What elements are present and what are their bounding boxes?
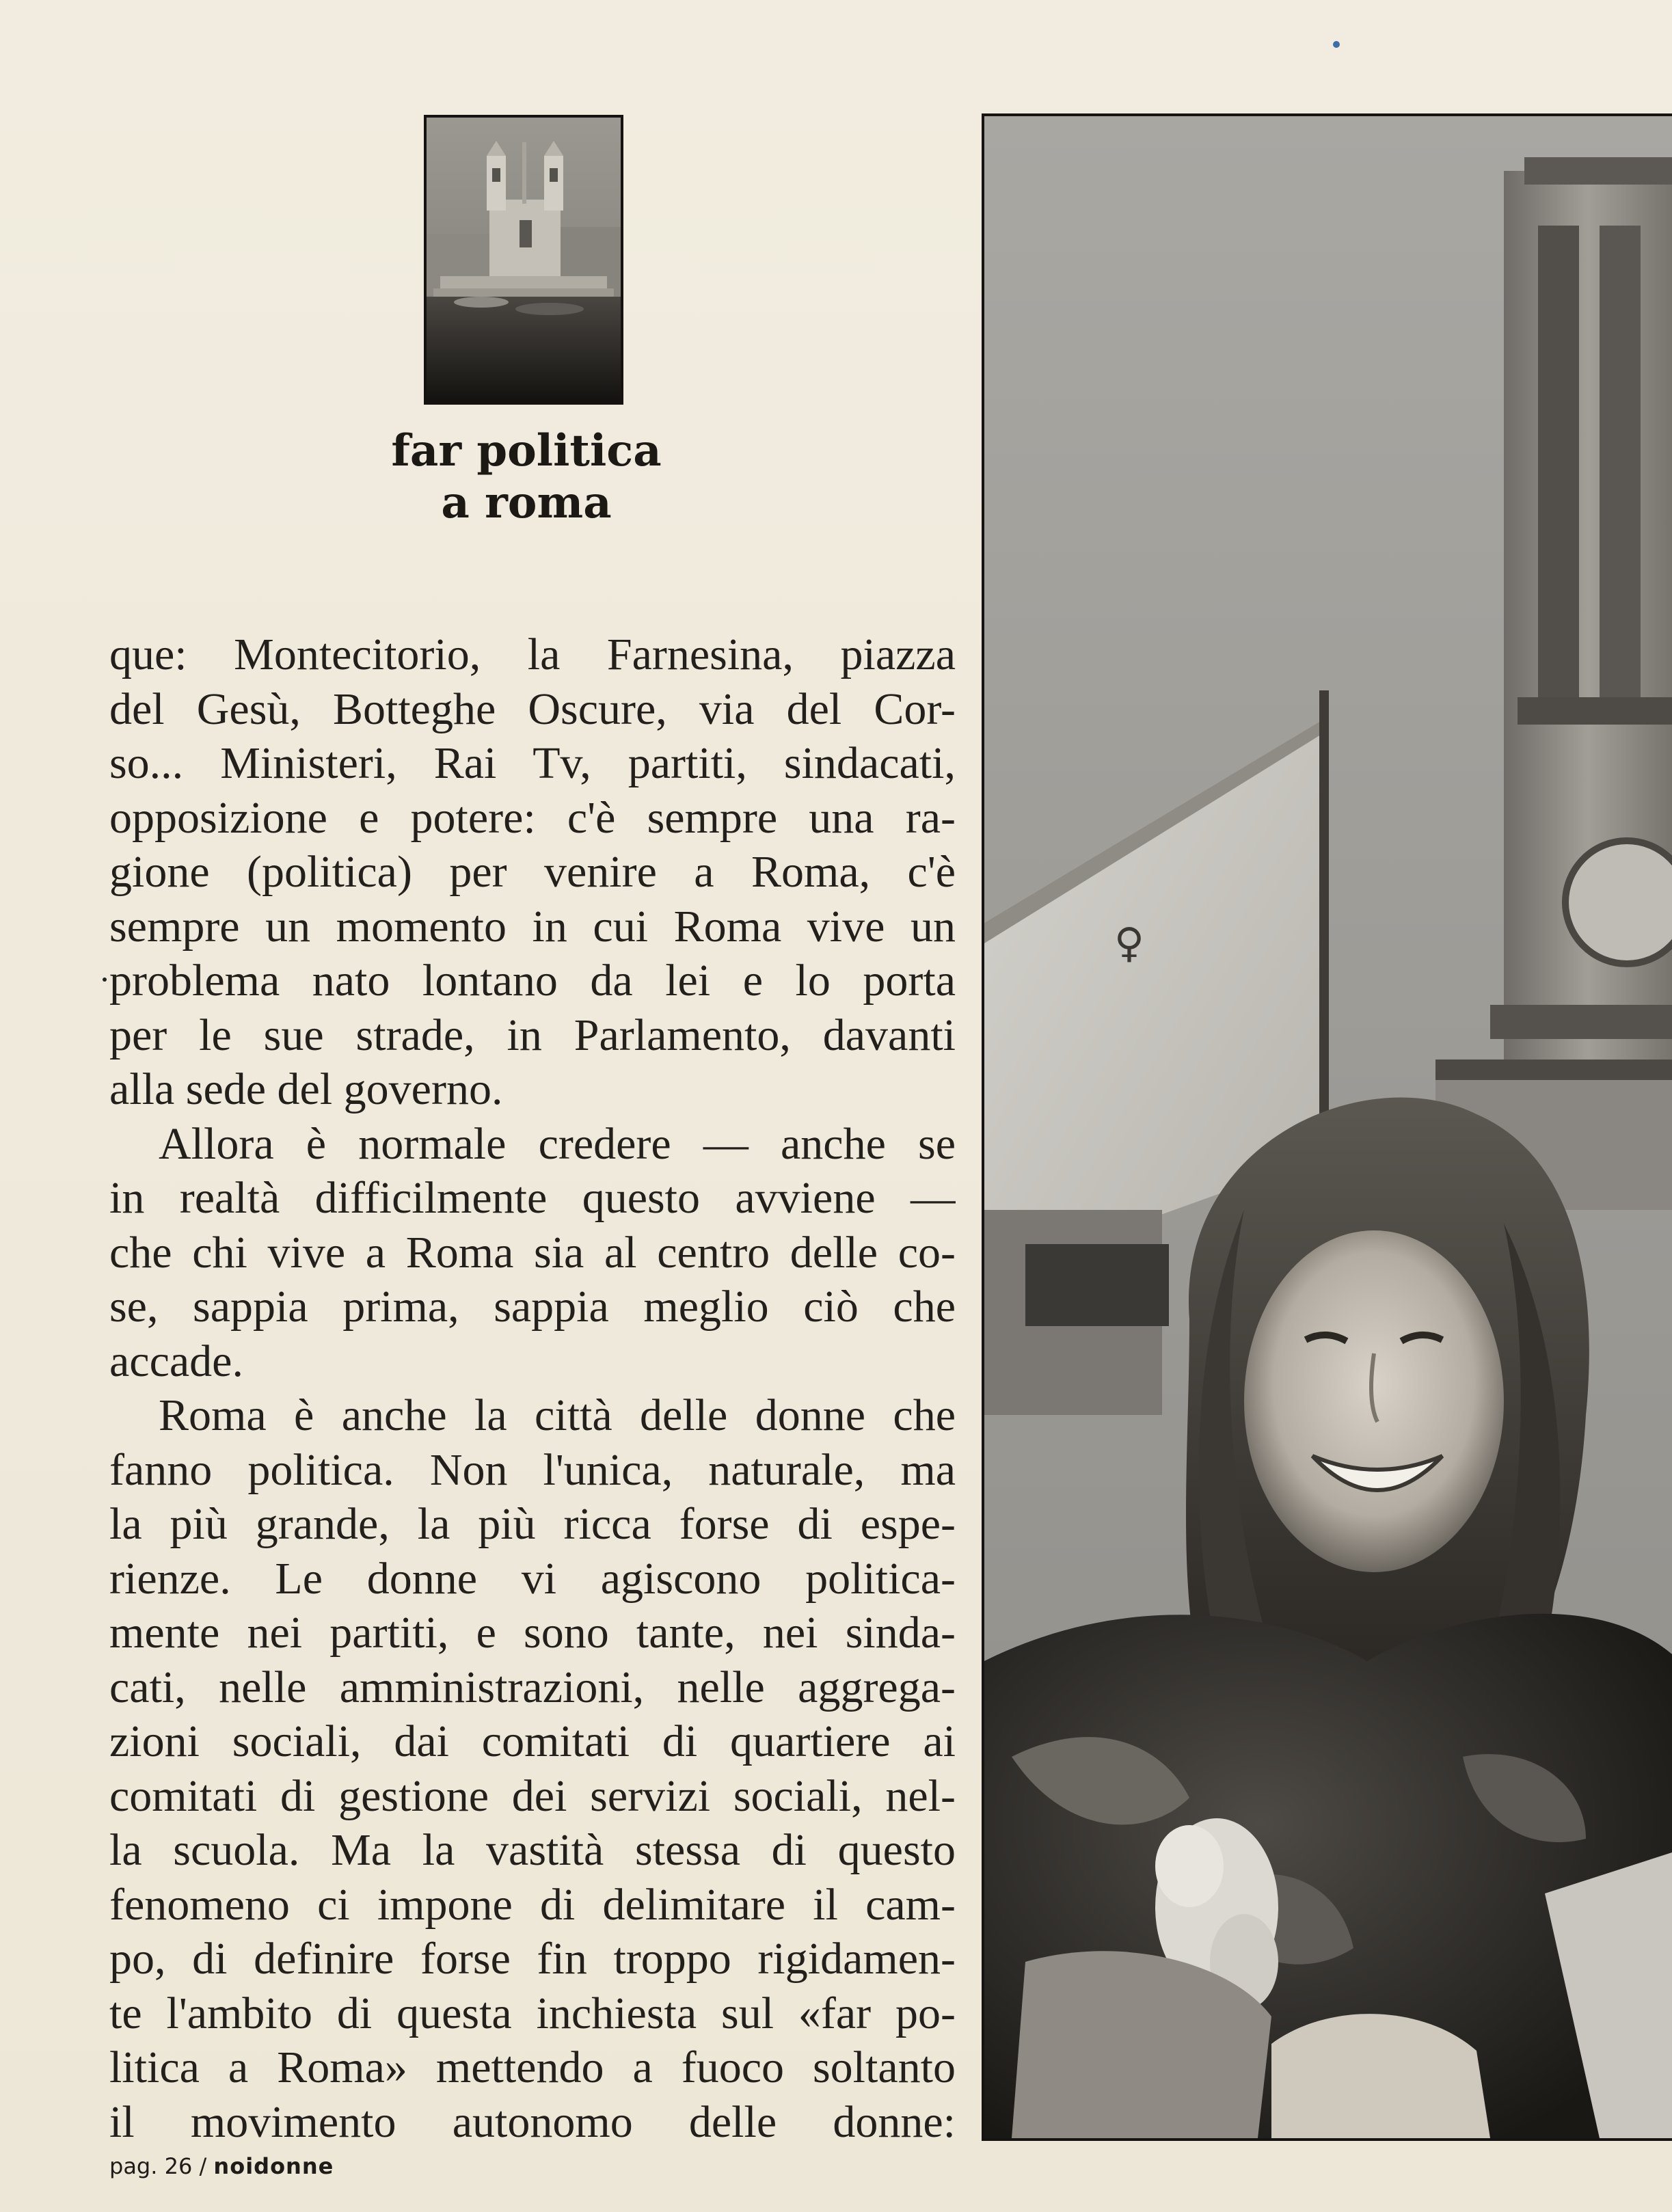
text-line: sempre un momento in cui Roma vive un <box>109 901 956 952</box>
text-line: accade. <box>109 1336 243 1386</box>
text-line: comitati di gestione dei servizi sociali, nel- <box>109 1770 956 1821</box>
text-line: zioni sociali, dai comitati di quartiere ai <box>109 1716 956 1766</box>
text-line: te l'ambito di questa inchiesta sul «far po- <box>109 1988 956 2038</box>
footer-separator: / <box>199 2153 207 2179</box>
page-number: pag. 26 <box>109 2153 193 2179</box>
text-line: gione (politica) per venire a Roma, c'è <box>109 847 956 897</box>
text-line: Roma è anche la città delle donne che <box>159 1390 956 1440</box>
text-line: Allora è normale credere — anche se <box>159 1118 956 1169</box>
text-line: problema nato lontano da lei e lo porta <box>109 956 956 1006</box>
text-line: la più grande, la più ricca forse di espe- <box>109 1499 956 1549</box>
ink-speck <box>1333 41 1340 48</box>
text-line: fanno politica. Non l'unica, naturale, ma <box>109 1444 956 1495</box>
heading-line-1: far politica <box>391 425 662 476</box>
text-line: que: Montecitorio, la Farnesina, piazza <box>109 630 956 679</box>
text-line: se, sappia prima, sappia meglio ciò che <box>109 1282 956 1332</box>
svg-text:♀: ♀ <box>1114 919 1144 967</box>
text-line: mente nei partiti, e sono tante, nei sinda- <box>109 1608 956 1658</box>
text-line: per le sue strade, in Parlamento, davanti <box>109 1010 956 1060</box>
text-line: che chi vive a Roma sia al centro delle co- <box>109 1227 956 1278</box>
woman-portrait-photo <box>982 113 1672 2141</box>
text-line: opposizione e potere: c'è sempre una ra- <box>109 792 956 843</box>
text-line: alla sede del governo. <box>109 1064 503 1114</box>
text-line: il movimento autonomo delle donne: <box>109 2096 956 2147</box>
text-line: la scuola. Ma la vastità stessa di questo <box>109 1825 956 1875</box>
page-footer <box>109 2153 334 2179</box>
text-line: in realtà difficilmente questo avviene — <box>109 1173 956 1223</box>
ink-speck <box>103 977 107 982</box>
text-line: po, di definire forse fin troppo rigidamen- <box>109 1934 956 1984</box>
text-line: rienze. Le donne vi agiscono politica- <box>109 1553 956 1604</box>
text-line: so... Ministeri, Rai Tv, partiti, sindacati, <box>109 738 956 788</box>
text-line: litica a Roma» mettendo a fuoco soltanto <box>109 2042 956 2092</box>
article-heading <box>301 425 752 529</box>
text-line: fenomeno ci impone di delimitare il cam- <box>109 1879 956 1930</box>
text-line: cati, nelle amministrazioni, nelle aggrega- <box>109 1662 956 1712</box>
magazine-name: noidonne <box>213 2153 334 2179</box>
church-thumbnail-photo <box>424 115 623 405</box>
heading-line-2: a roma <box>441 477 612 528</box>
text-line: del Gesù, Botteghe Oscure, via del Cor- <box>109 684 956 734</box>
article-body <box>109 628 956 2149</box>
